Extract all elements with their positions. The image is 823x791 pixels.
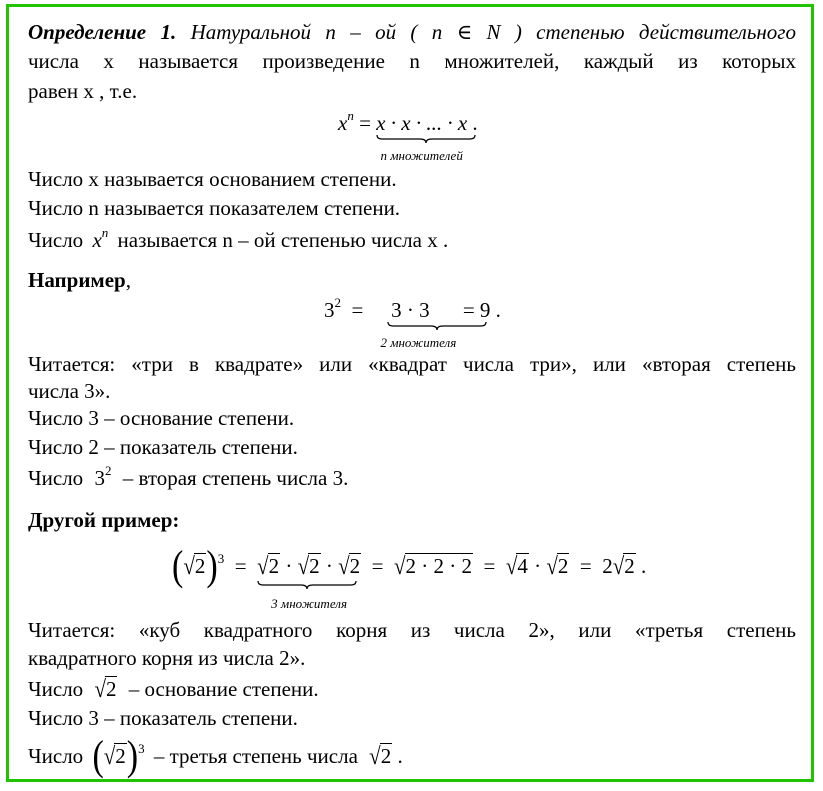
sqrt-icon: √2 · 2 · 2 — [393, 552, 472, 580]
underbrace-icon — [257, 580, 357, 590]
ex2-reading-line-1 — [28, 617, 796, 643]
term-power-base: x — [92, 228, 102, 252]
formula-brace-label: n множителей — [380, 148, 463, 163]
term-base-text: Число x называется основанием степени. — [28, 167, 397, 191]
sqrt-icon: √2 — [297, 552, 320, 580]
term-exponent-text: Число n называется показателем степени. — [28, 196, 401, 220]
example2-heading: Другой пример: — [28, 508, 180, 532]
formula-end: . — [472, 111, 478, 135]
ex1-reading-text-2: числа 3». — [28, 379, 111, 403]
ex1-exponent-line — [28, 434, 298, 460]
definition-text-3: равен x , т.е. — [28, 79, 138, 103]
ex1-brace-label: 2 множителя — [380, 335, 457, 350]
definition-line-3 — [28, 78, 137, 104]
ex2-power-line: Число $(√2)^3$ – третья степень числа √2 . — [28, 733, 403, 780]
ex2-reading-line-2 — [28, 645, 305, 671]
formula-three-squared: $3^2 = 3 \cdot 3$ 2 множителя = 9 . — [324, 297, 501, 323]
formula-power-definition: $x^n = x \cdot x$ · ... · x n множителей . — [338, 110, 478, 136]
ex1-lhs-exp: 2 — [334, 295, 341, 310]
ex2-base-post: – основание степени. — [128, 677, 319, 701]
formula-lhs-base: x — [338, 111, 348, 135]
formula-sqrt2-cubed: $(√2)^3 = √2 \cdot √2 \cdot √2$ 3 множителя = √2 · 2 · 2 = √4 · √2 = 2√2 . — [172, 553, 646, 580]
term-exponent-line — [28, 195, 400, 221]
term-power-post: называется n – ой степенью числа x . — [117, 228, 449, 252]
ex1-power-line — [28, 465, 348, 491]
ex2-underbrace-group: √2 · √2 · √2 3 множителя — [257, 553, 361, 579]
definition-line-2 — [28, 48, 796, 74]
formula-lhs-exp: n — [347, 108, 354, 123]
ex1-reading-line-1 — [28, 351, 796, 377]
sqrt-icon: √2 — [183, 552, 206, 580]
ex1-result: = 9 . — [462, 298, 501, 322]
sqrt-icon: √2 — [103, 742, 126, 770]
term-power-line — [28, 227, 448, 253]
sqrt-icon: √2 — [94, 675, 117, 703]
ex2-brace-label: 3 множителя — [271, 596, 347, 611]
ex2-exponent-text: Число 3 – показатель степени. — [28, 706, 298, 730]
sqrt-icon: √2 — [369, 742, 392, 770]
formula-product: x · x · ... · x — [376, 111, 468, 135]
ex1-power-exp: 2 — [104, 463, 112, 478]
term-power-exp: n — [101, 225, 109, 240]
ex2-power-post: – третья степень числа — [153, 744, 358, 768]
ex1-underbrace-group — [379, 297, 458, 350]
sqrt-icon: √4 — [505, 552, 528, 580]
ex2-reading-text-2: квадратного корня из числа 2». — [28, 646, 306, 670]
sqrt-icon: √2 — [257, 552, 280, 580]
ex1-exponent-text: Число 2 – показатель степени. — [28, 435, 298, 459]
ex2-power-exp: 3 — [138, 741, 145, 756]
ex1-base-text: Число 3 – основание степени. — [28, 406, 295, 430]
definition-text-2: числа x называется произведение n множителей, каждый из которых — [28, 49, 796, 73]
ex1-power-pre: Число — [28, 466, 84, 490]
ex2-lhs-exp: 3 — [217, 551, 225, 566]
ex1-lhs-base: 3 — [324, 298, 335, 322]
ex2-power-pre: Число — [28, 744, 84, 768]
sqrt-icon: √2 — [612, 552, 635, 580]
ex1-product: 3 · 3 — [391, 298, 430, 322]
definition-text-1: Натуральной n – ой ( n ∈ N ) степенью действительного — [190, 20, 796, 44]
definition-line-1 — [28, 19, 796, 45]
ex1-reading-text-1: Читается: «три в квадрате» или «квадрат числа три», или «вторая степень — [28, 352, 796, 376]
sqrt-icon: √2 — [338, 552, 361, 580]
example1-heading: Например — [28, 268, 126, 292]
ex1-reading-line-2 — [28, 378, 110, 404]
ex2-base-pre: Число — [28, 677, 84, 701]
term-power-pre: Число — [28, 228, 84, 252]
ex1-power-base: 3 — [94, 466, 105, 490]
definition-title: Определение 1. — [28, 20, 177, 44]
sqrt-icon: √2 — [546, 552, 569, 580]
ex1-power-post: – вторая степень числа 3. — [122, 466, 349, 490]
ex2-reading-text-1: Читается: «куб квадратного корня из числа 2», или «третья степень — [28, 618, 796, 642]
ex2-exponent-line — [28, 705, 298, 731]
example1-heading-line: Например, — [28, 268, 131, 292]
example2-heading-line — [28, 507, 179, 533]
term-base-line — [28, 166, 397, 192]
ex2-base-line — [28, 676, 319, 702]
ex1-base-line — [28, 405, 294, 431]
